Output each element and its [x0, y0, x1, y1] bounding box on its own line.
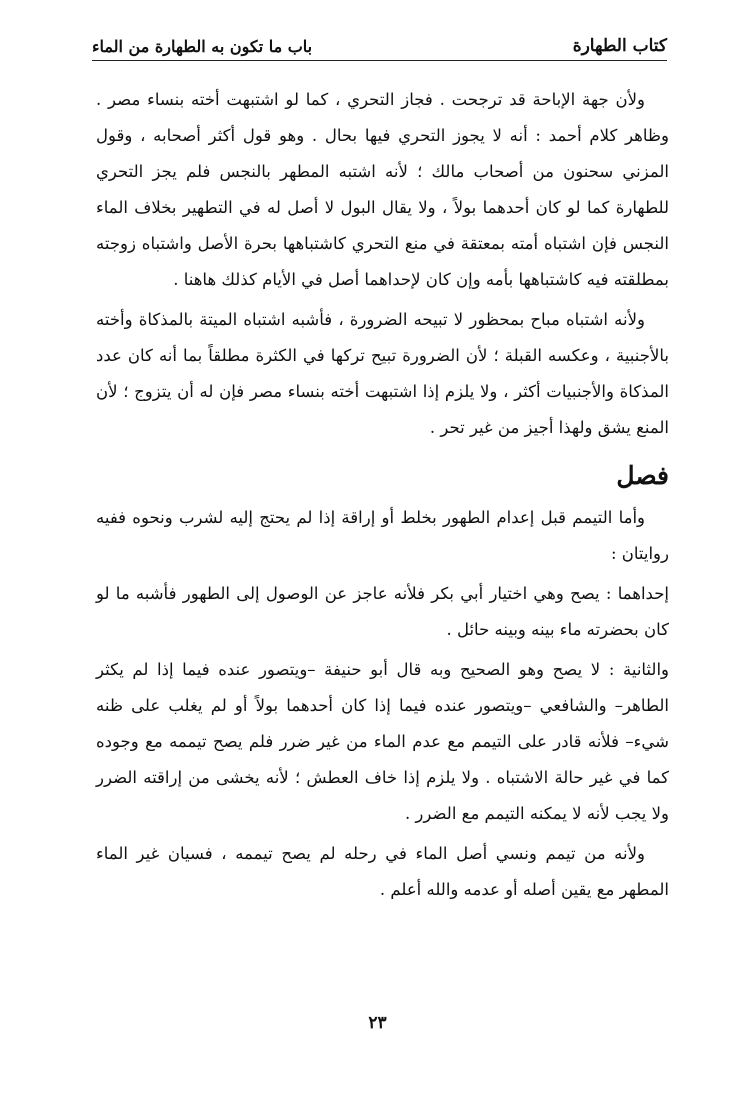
body-text [96, 82, 669, 908]
section-heading: فصل [616, 461, 669, 490]
paragraph: والثانية : لا يصح وهو الصحيح وبه قال أبو حنيفة –ويتصور عنده فيما إذا لم يكثر الطاهر– والشافعي –ويتصور عنده فيما إذا كان أحدهما بولاً أو لم يغلب على ظنه شيء– فلأنه قادر على التيمم مع عدم الماء من غير ضرر فلم يصح تيممه مع وجوده كما في غير حالة الاشتباه . ولا يلزم إذا خاف العطش ؛ لأنه يخشى من إراقته الضرر ولا يجب لأنه لا يمكنه التيمم مع الضرر . [96, 660, 669, 823]
paragraph: ولأنه اشتباه مباح بمحظور لا تبيحه الضرورة ، فأشبه اشتباه الميتة بالمذكاة وأخته بالأجنبية ، وعكسه القبلة ؛ لأن الضرورة تبيح تركها في الكثرة مطلقاً بما أنه كان عدد المذكاة والأجنبيات أكثر ، ولا يلزم إذا اشتبهت أخته بنساء مصر فإن له أن يتزوج ؛ لأن المنع يشق ولهذا أجيز من غير تحر . [96, 310, 669, 437]
paragraph: ولأن جهة الإباحة قد ترجحت . فجاز التحري ، كما لو اشتبهت أخته بنساء مصر . وظاهر كلام أحمد : أنه لا يجوز التحري فيها بحال . وهو قول أكثر أصحابه ، وقول المزني سحنون من أصحاب مالك ؛ لأنه اشتبه المطهر بالنجس فلم يجز التحري للطهارة كما لو كان أحدهما بولاً ، ولا يقال البول لا أصل له في التطهير بخلاف الماء النجس فإن اشتباه أمته بمعتقة في منع التحري كاشتباهها بحرة الأصل واشتباه زوجته بمطلقته فيه كاشتباهها بأمه وإن كان لإحداهما أصل في الأيام كذلك هاهنا . [96, 90, 669, 289]
book-title: كتاب الطهارة [572, 36, 667, 56]
paragraph: إحداهما : يصح وهي اختيار أبي بكر فلأنه عاجز عن الوصول إلى الطهور فأشبه ما لو كان بحضرته ماء بينه وبينه حائل . [96, 584, 669, 639]
page-number: ٢٣ [368, 1013, 387, 1033]
running-header [92, 28, 667, 61]
paragraph: ولأنه من تيمم ونسي أصل الماء في رحله لم يصح تيممه ، فسيان غير الماء المطهر مع يقين أصله أو عدمه والله أعلم . [96, 844, 669, 899]
chapter-title: باب ما تكون به الطهارة من الماء [92, 37, 313, 56]
paragraph: وأما التيمم قبل إعدام الطهور بخلط أو إراقة إذا لم يحتج إليه لشرب ونحوه ففيه روايتان : [96, 508, 669, 563]
